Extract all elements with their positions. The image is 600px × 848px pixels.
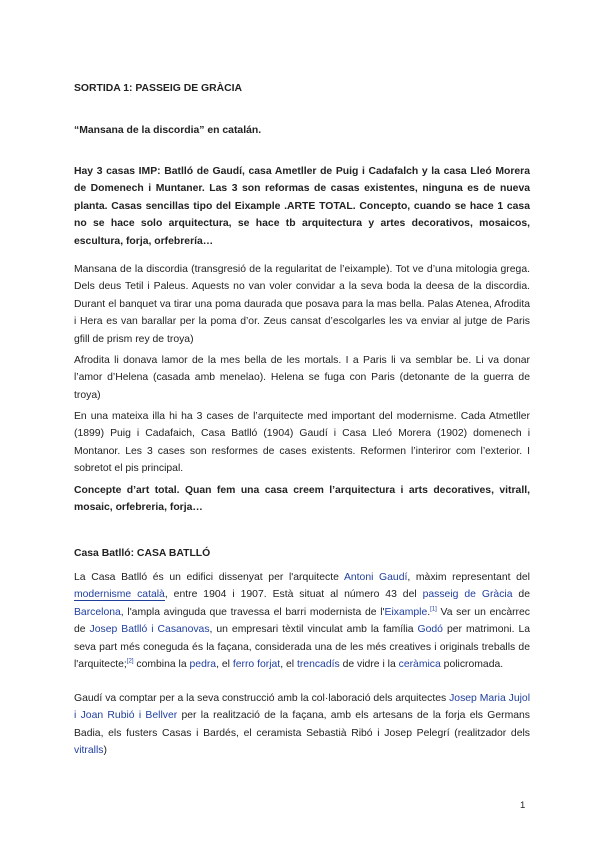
link-jujol-rubio[interactable]: Josep Maria Jujol i Joan Rubió i Bellver <box>74 693 531 722</box>
text: , l'ampla avinguda que travessa el barri modernista de l' <box>120 606 385 618</box>
text: ) <box>103 745 107 757</box>
text: , un empresari tèxtil vinculat amb la família <box>209 624 418 636</box>
link-passeig-de-gracia[interactable]: passeig de Gràcia <box>422 589 513 601</box>
intro-paragraph: Hay 3 casas IMP: Batlló de Gaudí, casa Ametller de Puig i Cadafalch y la casa Lleó Morera de Domenech i Muntaner. Las 3 son reformas de casas existentes, ninguna es de nueva planta. Casas sencillas tipo del Eixample .ARTE TOTAL. Concepto, cuando se hace 1 casa no se hace solo arquitectura, se hace tb arquitectura y artes decorativos, mosaicos, escultura, forja, orfebrería… <box>74 166 530 247</box>
link-josep-batllo[interactable]: Josep Batlló i Casanovas <box>89 624 210 636</box>
link-antoni-gaudi[interactable]: Antoni Gaudí <box>343 572 408 583</box>
link-modernisme-catala[interactable]: modernisme català <box>74 589 165 601</box>
link-barcelona[interactable]: Barcelona <box>74 606 121 618</box>
link-trencadis[interactable]: trencadís <box>296 659 340 671</box>
text: policromada. <box>440 659 504 671</box>
link-vitralls[interactable]: vitralls <box>74 745 104 757</box>
link-ceramica[interactable]: ceràmica <box>398 659 441 671</box>
text: , el <box>280 659 297 671</box>
text: , entre 1904 i 1907. Està situat al número 43 del <box>164 589 423 601</box>
text: . <box>427 606 431 618</box>
footnote-ref-1[interactable]: [1] <box>430 606 437 613</box>
text: Gaudí va comptar per a la seva construcció amb la col·laboració dels arquitectes <box>74 693 450 704</box>
paragraph-casa-batllo <box>74 569 530 673</box>
subtitle: “Mansana de la discordia” en catalán. <box>74 125 262 136</box>
text: Va ser un encàrrec de <box>74 606 530 636</box>
paragraph-tres-cases: En una mateixa illa hi ha 3 cases de l’arquitecte med important del modernisme. Cada Atmetller (1899) Puig i Cadafaich, Casa Batlló (1904) Gaudí i Casa Lleó Morera (1902) domenech i Montanor. Les 3 cases son resformes de cases existents. Reformen l’interiror com l’exterior. I sobretot el pis principal. <box>74 411 530 475</box>
paragraph-art-total: Concepte d’art total. Quan fem una casa creem l’arquitectura i arts decoratives, vitrall, mosaic, orfebreria, forja… <box>74 485 530 514</box>
text: per matrimoni. La seva part més coneguda és la façana, considerada una de les més creatives i originals treballs de l'arquitecte; <box>74 624 530 671</box>
text: de <box>512 589 530 601</box>
text: La Casa Batlló és un edifici dissenyat per l'arquitecte <box>74 572 344 583</box>
text: per la realització de la façana, amb els artesans de la forja els Germans Badia, els fusters Casas i Bardés, el ceramista Sebastià Ribó i Josep Pelegrí (realitzador dels <box>74 710 531 739</box>
paragraph-discordia: Mansana de la discordia (transgresió de la regularitat de l’eixample). Tot ve d’una mitologia grega. Dels deus Tetil i Paleus. Aquests no van voler convidar a la seva boda la deesa de la discordia. Durant el banquet va tirar una poma daurada que posava para la mas bella. Palas Atenea, Afrodita i Hera es van barallar per la poma d’or. Zeus cansat d’escolgarles les va enviar al jutge de Paris gfill de prism rey de troya) <box>74 264 530 345</box>
text: , el <box>216 659 233 671</box>
text: de vidre i la <box>339 659 399 671</box>
page-number: 1 <box>520 800 526 811</box>
link-eixample[interactable]: Eixample <box>384 606 428 618</box>
page-title: SORTIDA 1: PASSEIG DE GRÀCIA <box>74 83 242 94</box>
text: , màxim representant del <box>407 572 530 583</box>
section-heading: Casa Batlló: CASA BATLLÓ <box>74 548 211 559</box>
link-pedra[interactable]: pedra <box>189 659 217 671</box>
text: combina la <box>133 659 190 671</box>
link-godo[interactable]: Godó <box>417 624 443 636</box>
link-ferro-forjat[interactable]: ferro forjat <box>232 659 281 671</box>
paragraph-col-laboradors <box>74 690 530 760</box>
footnote-ref-2[interactable]: [2] <box>126 658 134 665</box>
document-page <box>74 0 530 848</box>
paragraph-afrodita: Afrodita li donava lamor de la mes bella de les mortals. I a Paris li va semblar be. Li va donar l’amor d’Helena (casada amb menelao). Helena se fuga con Paris (detonante de la guerra de troya) <box>74 355 530 401</box>
